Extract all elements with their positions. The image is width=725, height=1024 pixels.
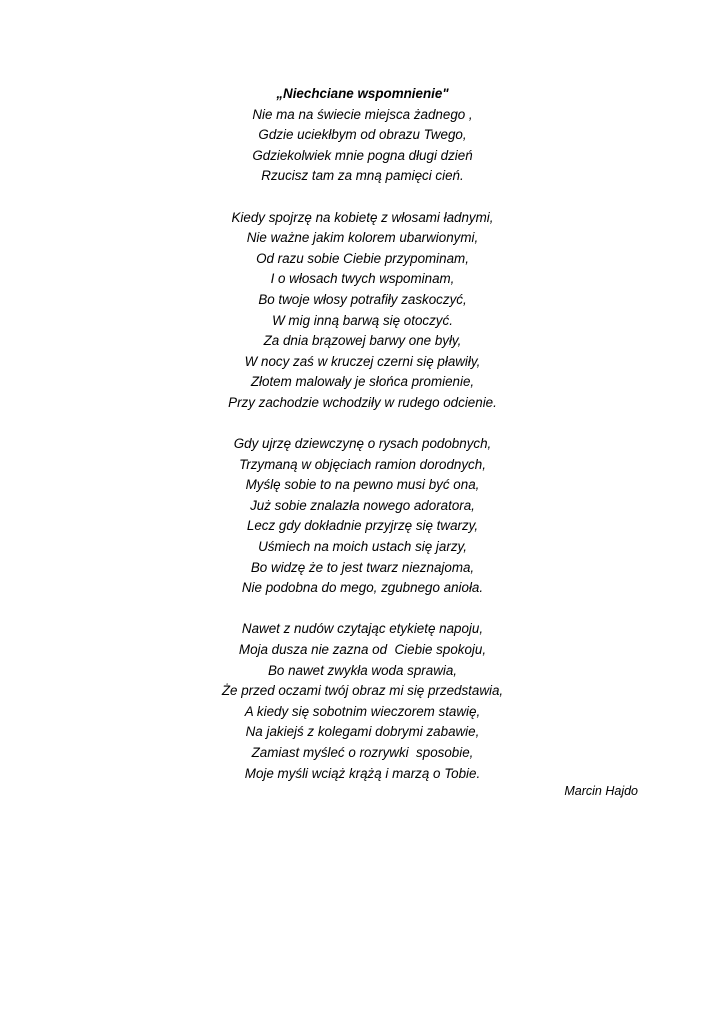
poem-line: Uśmiech na moich ustach się jarzy,: [258, 539, 467, 555]
poem-stanza: [0, 105, 725, 187]
poem-line: W mig inną barwą się otoczyć.: [272, 312, 453, 328]
poem-line: Zamiast myśleć o rozrywki sposobie,: [251, 745, 474, 760]
poem-line: Moje myśli wciąż krążą i marzą o Tobie.: [244, 765, 481, 781]
poem-line: Kiedy spojrzę na kobietę z włosami ładnymi,: [231, 209, 494, 225]
poem-line: Od razu sobie Ciebie przypominam,: [256, 250, 469, 266]
poem-author: Marcin Hajdo: [564, 784, 638, 798]
poem-line: A kiedy się sobotnim wieczorem stawię,: [244, 703, 481, 719]
poem-line: Że przed oczami twój obraz mi się przedstawia,: [221, 683, 504, 699]
poem-line: Gdzie uciekłbym od obrazu Twego,: [258, 127, 467, 143]
poem-line: I o włosach twych wspominam,: [270, 271, 455, 287]
poem-line: Za dnia brązowej barwy one były,: [263, 333, 462, 349]
poem-line: Nie ważne jakim kolorem ubarwionymi,: [246, 230, 479, 246]
poem-line: Myślę sobie to na pewno musi być ona,: [245, 477, 480, 493]
poem-line: Moja dusza nie zazna od Ciebie spokoju,: [238, 642, 487, 658]
poem-stanza: [0, 619, 725, 784]
poem-line: Lecz gdy dokładnie przyjrzę się twarzy,: [246, 518, 479, 534]
poem-title: „Niechciane wspomnienie": [276, 86, 449, 101]
poem-line: Trzymaną w objęciach ramion dorodnych,: [239, 456, 486, 472]
poem-stanza: [0, 434, 725, 599]
poem-line: Przy zachodzie wchodziły w rudego odcienie.: [228, 394, 497, 410]
poem-line: Bo widzę że to jest twarz nieznajoma,: [250, 559, 475, 575]
poem-line: Gdy ujrzę dziewczynę o rysach podobnych,: [233, 436, 492, 452]
poem-body: [0, 105, 725, 785]
poem-line: Już sobie znalazła nowego adoratora,: [250, 497, 475, 513]
poem-line: Bo twoje włosy potrafiły zaskoczyć,: [258, 291, 467, 307]
poem: [0, 84, 725, 784]
poem-stanza: [0, 208, 725, 414]
poem-line: Nie podobna do mego, zgubnego anioła.: [241, 580, 484, 596]
poem-line: Gdziekolwiek mnie pogna długi dzień: [252, 147, 473, 163]
poem-line: Nie ma na świecie miejsca żadnego ,: [252, 106, 473, 122]
poem-line: Złotem malowały je słońca promienie,: [250, 374, 475, 390]
poem-line: Rzucisz tam za mną pamięci cień.: [261, 168, 464, 184]
poem-line: W nocy zaś w kruczej czerni się pławiły,: [244, 353, 481, 369]
poem-line: Bo nawet zwykła woda sprawia,: [267, 662, 458, 678]
poem-line: Nawet z nudów czytając etykietę napoju,: [241, 621, 484, 637]
poem-line: Na jakiejś z kolegami dobrymi zabawie,: [245, 724, 480, 740]
